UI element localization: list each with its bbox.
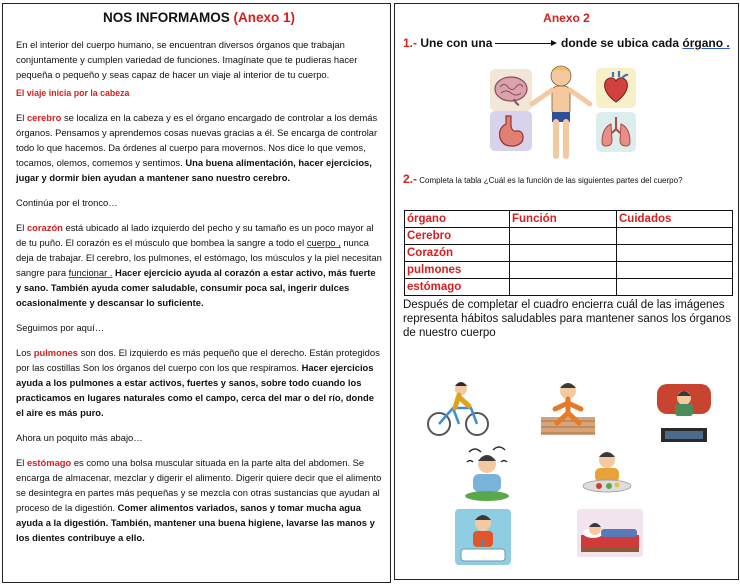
sleeping-icon[interactable]	[577, 509, 643, 562]
q1-text-a: Une con una	[420, 36, 493, 50]
corazon-underline-1: cuerpo ,	[306, 237, 341, 248]
table-cell-function[interactable]	[510, 228, 617, 245]
hand-washing-icon[interactable]	[455, 509, 511, 570]
question-1-b	[561, 36, 730, 50]
corazon-text-b: nunca deja de trabajar. El cerebro, los pulmones, el estómago, los músculos y la piel necesitan sangre para	[16, 237, 382, 278]
estomago-paragraph	[16, 455, 382, 545]
table-cell-care[interactable]	[617, 279, 733, 296]
corazon-underline-2: funcionar .	[68, 267, 113, 278]
table-row	[405, 228, 733, 245]
seguimos-text: Seguimos por aquí…	[16, 322, 105, 333]
pulmones-prefix: Los	[16, 347, 32, 358]
heart-icon[interactable]	[596, 68, 636, 113]
corazon-word: corazón	[26, 222, 63, 233]
pulmones-bold: Hacer ejercicios ayuda a los pulmones a estar activos, fuertes y sanos, sobre todo cuando los practicamos en lugares naturales como el campo, cerca del mar o del río, donde el aire es más puro.	[16, 362, 374, 418]
child-body-icon	[528, 62, 594, 167]
table-header: Función	[510, 211, 617, 228]
corazon-bold: Hacer ejercicio ayuda al corazón a estar activo, más fuerte y sano. También ayuda comer saludable, consumir poca sal, ingerir dulces ocasionalmente y descansar lo suficiente.	[16, 267, 376, 308]
intro-paragraph: En el interior del cuerpo humano, se encuentran diversos órganos que trabajan conjuntamente y cumplen variedad de funciones. Imagínate que te pudieras hacer pequeña o pequeño y seas capaz de hacer un viaje al interior de tu cuerpo.	[16, 39, 358, 80]
q2-text: Completa la tabla ¿Cuál es la función de las siguientes partes del cuerpo?	[419, 176, 683, 185]
junk-food-icon[interactable]	[459, 444, 515, 507]
table-cell-organ: Corazón	[405, 245, 510, 262]
instruction-text: Después de completar el cuadro encierra cuál de las imágenes representa hábitos saludables para mantener sanos los órganos de nuestro cuerpo	[403, 299, 731, 339]
pulmones-text: son dos. El izquierdo es más pequeño que el derecho. Están protegidos por las costillas Son los órganos del cuerpo con los que respiramos.	[16, 347, 380, 373]
q1-text-b: donde se ubica cada	[561, 36, 680, 50]
title-text: NOS INFORMAMOS	[102, 10, 230, 25]
pulmones-word: pulmones	[33, 347, 79, 358]
corazon-text-a: está ubicado al lado izquierdo del pecho y su tamaño es un poco mayor al de tu puño. El corazón es el músculo que bombea la sangre a todo el	[16, 222, 374, 248]
cerebro-paragraph	[16, 110, 382, 185]
table-row	[405, 279, 733, 296]
page-title	[16, 10, 382, 25]
table-cell-function[interactable]	[510, 245, 617, 262]
arrow-line	[495, 43, 553, 44]
ahora-text: Ahora un poquito más abajo…	[16, 432, 143, 443]
tv-sitting-icon[interactable]	[651, 376, 717, 449]
pulmones-paragraph	[16, 345, 382, 420]
table-header: órgano	[405, 211, 510, 228]
cerebro-bold: Una buena alimentación, hacer ejercicios, jugar y dormir bien ayudan a mantener sano nuestro cerebro.	[16, 157, 372, 183]
table-header-row	[405, 211, 733, 228]
stomach-icon[interactable]	[490, 111, 532, 156]
table-cell-care[interactable]	[617, 245, 733, 262]
table-row	[405, 262, 733, 279]
estomago-word: estómago	[26, 457, 72, 468]
cycling-icon[interactable]	[423, 380, 493, 443]
cerebro-prefix: El	[16, 112, 25, 123]
table-cell-organ: Cerebro	[405, 228, 510, 245]
healthy-eating-icon[interactable]	[579, 448, 635, 499]
table-row	[405, 245, 733, 262]
title-annex: (Anexo 1)	[233, 10, 296, 25]
brain-icon[interactable]	[490, 69, 532, 116]
table-cell-function[interactable]	[510, 262, 617, 279]
estomago-bold: Comer alimentos variados, sanos y tomar mucha agua ayuda a la digestión. También, mantener una buena higiene, lavarse las manos y los dientes contribuye a ello.	[16, 502, 375, 543]
cerebro-text: se localiza en la cabeza y es el órgano encargado de controlar a los demás órganos. Pensamos y aprendemos cosas nuevas gracias a él. Se encarga de controlar todo lo que hacemos. Da órdenes al cuerpo para movernos. Nos dice lo que vemos, tocamos, olemos, comemos y sentimos.	[16, 112, 378, 168]
arrow-icon	[551, 40, 557, 46]
q1-word: órgano .	[682, 36, 730, 50]
continua-text: Continúa por el tronco…	[16, 197, 118, 208]
estomago-prefix: El	[16, 457, 25, 468]
estomago-text: es como una bolsa muscular situada en la parte alta del abdomen. Se encarga de almacenar, mezclar y digerir el alimento. Digerir quiere decir que el alimento se desintegra en partes más pequeñas y se mezcla con otras sustancias que ayudan al proceso de la digestión.	[16, 457, 382, 513]
table-cell-organ: pulmones	[405, 262, 510, 279]
table-cell-organ: estómago	[405, 279, 510, 296]
corazon-prefix: El	[16, 222, 25, 233]
cerebro-word: cerebro	[26, 112, 62, 123]
question-2	[403, 172, 723, 188]
exercise-icon[interactable]	[539, 379, 597, 444]
left-panel	[2, 3, 391, 583]
subtitle: El viaje inicia por la cabeza	[16, 88, 130, 98]
table-cell-care[interactable]	[617, 228, 733, 245]
table-header: Cuidados	[617, 211, 733, 228]
table-cell-function[interactable]	[510, 279, 617, 296]
table-cell-care[interactable]	[617, 262, 733, 279]
lungs-icon[interactable]	[596, 112, 636, 157]
q2-number: 2.-	[403, 172, 418, 186]
corazon-paragraph	[16, 220, 382, 310]
q1-number: 1.-	[403, 36, 418, 50]
right-panel	[394, 3, 739, 580]
organ-table	[404, 210, 733, 296]
question-1	[403, 36, 492, 50]
anexo2-title: Anexo 2	[543, 11, 590, 25]
